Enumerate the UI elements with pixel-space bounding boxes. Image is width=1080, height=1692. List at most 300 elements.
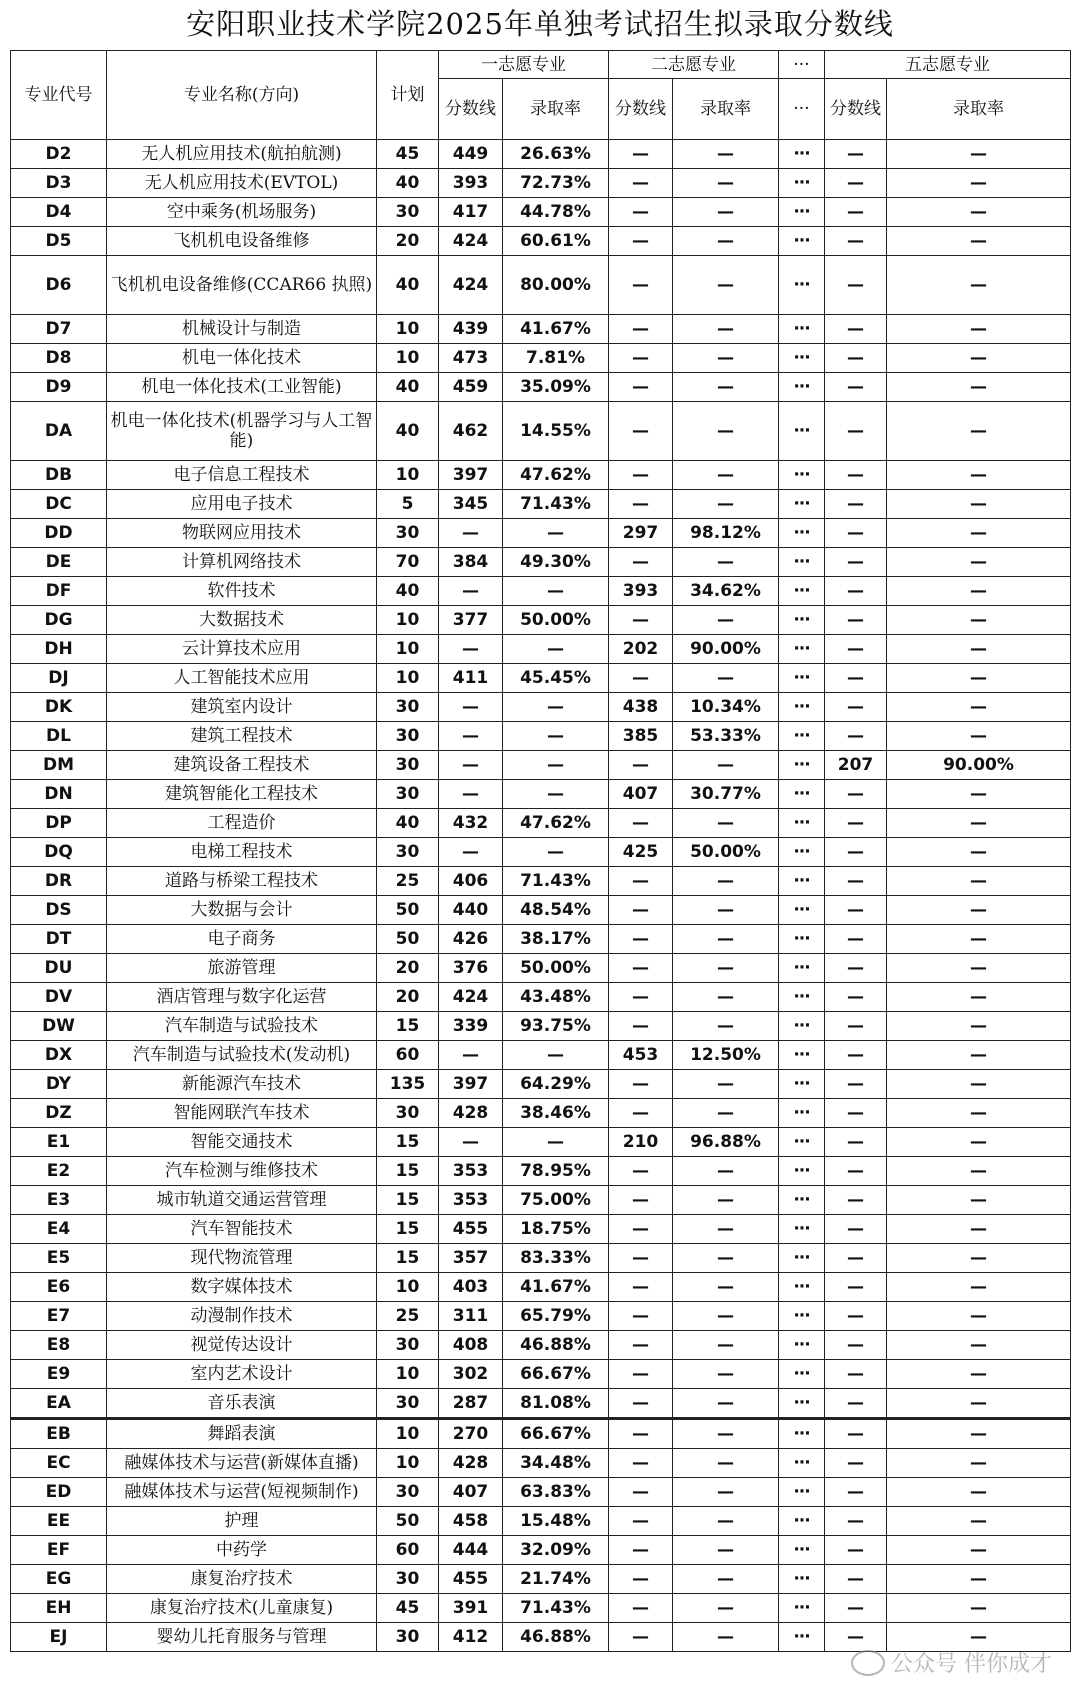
row-score-1: — bbox=[439, 519, 503, 548]
row-rate-1: 63.83% bbox=[503, 1478, 609, 1507]
row-ellipsis: ··· bbox=[779, 490, 825, 519]
row-score-5: — bbox=[825, 1478, 887, 1507]
row-score-5: — bbox=[825, 1041, 887, 1070]
row-score-2: — bbox=[609, 1478, 673, 1507]
row-rate-2: — bbox=[673, 867, 779, 896]
row-name: 工程造价 bbox=[107, 809, 377, 838]
row-ellipsis: ··· bbox=[779, 1273, 825, 1302]
row-ellipsis: ··· bbox=[779, 983, 825, 1012]
row-ellipsis: ··· bbox=[779, 867, 825, 896]
row-code: DE bbox=[11, 548, 107, 577]
row-score-5: — bbox=[825, 635, 887, 664]
header-choice5: 五志愿专业 bbox=[825, 51, 1071, 79]
row-rate-5: — bbox=[887, 954, 1071, 983]
row-name: 电子商务 bbox=[107, 925, 377, 954]
row-rate-5: — bbox=[887, 1536, 1071, 1565]
table-row bbox=[11, 344, 1071, 373]
row-name: 酒店管理与数字化运营 bbox=[107, 983, 377, 1012]
row-name: 道路与桥梁工程技术 bbox=[107, 867, 377, 896]
row-rate-2: — bbox=[673, 1389, 779, 1419]
row-rate-2: — bbox=[673, 1449, 779, 1478]
row-code: D5 bbox=[11, 227, 107, 256]
table-row bbox=[11, 1478, 1071, 1507]
row-plan: 40 bbox=[377, 373, 439, 402]
row-rate-5: — bbox=[887, 722, 1071, 751]
row-score-1: 449 bbox=[439, 140, 503, 169]
row-score-1: — bbox=[439, 1128, 503, 1157]
row-ellipsis: ··· bbox=[779, 1041, 825, 1070]
row-code: DZ bbox=[11, 1099, 107, 1128]
row-score-5: — bbox=[825, 490, 887, 519]
row-plan: 10 bbox=[377, 635, 439, 664]
row-code: DH bbox=[11, 635, 107, 664]
row-score-2: — bbox=[609, 954, 673, 983]
row-score-2: — bbox=[609, 896, 673, 925]
row-rate-5: — bbox=[887, 519, 1071, 548]
row-name: 融媒体技术与运营(新媒体直播) bbox=[107, 1449, 377, 1478]
row-name: 建筑设备工程技术 bbox=[107, 751, 377, 780]
row-rate-5: — bbox=[887, 461, 1071, 490]
row-score-1: 424 bbox=[439, 227, 503, 256]
row-rate-1: 47.62% bbox=[503, 461, 609, 490]
header-rate-5: 录取率 bbox=[887, 79, 1071, 140]
row-rate-5: — bbox=[887, 780, 1071, 809]
row-name: 应用电子技术 bbox=[107, 490, 377, 519]
row-rate-2: — bbox=[673, 169, 779, 198]
row-ellipsis: ··· bbox=[779, 1623, 825, 1652]
row-plan: 30 bbox=[377, 722, 439, 751]
row-score-5: — bbox=[825, 1419, 887, 1449]
row-rate-2: — bbox=[673, 1302, 779, 1331]
row-ellipsis: ··· bbox=[779, 519, 825, 548]
row-rate-5: — bbox=[887, 1273, 1071, 1302]
table-row bbox=[11, 606, 1071, 635]
row-rate-5: — bbox=[887, 1565, 1071, 1594]
row-rate-5: — bbox=[887, 635, 1071, 664]
row-plan: 45 bbox=[377, 1594, 439, 1623]
row-rate-5: — bbox=[887, 1594, 1071, 1623]
row-ellipsis: ··· bbox=[779, 1507, 825, 1536]
row-score-1: 384 bbox=[439, 548, 503, 577]
row-name: 建筑工程技术 bbox=[107, 722, 377, 751]
row-plan: 15 bbox=[377, 1244, 439, 1273]
row-score-2: 438 bbox=[609, 693, 673, 722]
row-rate-2: 50.00% bbox=[673, 838, 779, 867]
row-plan: 30 bbox=[377, 1389, 439, 1419]
row-code: D8 bbox=[11, 344, 107, 373]
table-row bbox=[11, 1128, 1071, 1157]
row-score-5: — bbox=[825, 1360, 887, 1389]
row-score-1: 397 bbox=[439, 461, 503, 490]
row-score-5: — bbox=[825, 838, 887, 867]
row-plan: 25 bbox=[377, 867, 439, 896]
row-rate-2: — bbox=[673, 227, 779, 256]
row-rate-2: — bbox=[673, 461, 779, 490]
row-ellipsis: ··· bbox=[779, 1449, 825, 1478]
row-code: D3 bbox=[11, 169, 107, 198]
row-rate-5: — bbox=[887, 693, 1071, 722]
row-score-5: — bbox=[825, 1449, 887, 1478]
row-plan: 20 bbox=[377, 227, 439, 256]
row-score-5: — bbox=[825, 461, 887, 490]
row-rate-1: 80.00% bbox=[503, 256, 609, 315]
row-score-1: 444 bbox=[439, 1536, 503, 1565]
row-score-2: — bbox=[609, 315, 673, 344]
row-code: D9 bbox=[11, 373, 107, 402]
row-score-2: — bbox=[609, 548, 673, 577]
row-rate-2: — bbox=[673, 140, 779, 169]
row-rate-5: — bbox=[887, 867, 1071, 896]
row-rate-2: — bbox=[673, 1157, 779, 1186]
row-code: DN bbox=[11, 780, 107, 809]
row-ellipsis: ··· bbox=[779, 635, 825, 664]
row-score-2: — bbox=[609, 925, 673, 954]
row-rate-2: — bbox=[673, 373, 779, 402]
row-name: 软件技术 bbox=[107, 577, 377, 606]
row-rate-1: 14.55% bbox=[503, 402, 609, 461]
row-rate-1: 47.62% bbox=[503, 809, 609, 838]
row-code: DR bbox=[11, 867, 107, 896]
row-ellipsis: ··· bbox=[779, 780, 825, 809]
row-score-2: — bbox=[609, 1302, 673, 1331]
header-code: 专业代号 bbox=[11, 51, 107, 140]
row-ellipsis: ··· bbox=[779, 1419, 825, 1449]
row-rate-2: — bbox=[673, 664, 779, 693]
row-plan: 60 bbox=[377, 1536, 439, 1565]
row-rate-2: 53.33% bbox=[673, 722, 779, 751]
row-rate-1: 15.48% bbox=[503, 1507, 609, 1536]
row-plan: 30 bbox=[377, 1331, 439, 1360]
row-score-1: 428 bbox=[439, 1099, 503, 1128]
row-rate-2: 98.12% bbox=[673, 519, 779, 548]
row-code: DM bbox=[11, 751, 107, 780]
row-score-1: — bbox=[439, 635, 503, 664]
row-plan: 5 bbox=[377, 490, 439, 519]
row-plan: 50 bbox=[377, 1507, 439, 1536]
header-choice1: 一志愿专业 bbox=[439, 51, 609, 79]
row-score-5: — bbox=[825, 780, 887, 809]
row-score-2: — bbox=[609, 373, 673, 402]
table-row bbox=[11, 693, 1071, 722]
row-plan: 45 bbox=[377, 140, 439, 169]
row-ellipsis: ··· bbox=[779, 1594, 825, 1623]
row-score-1: 424 bbox=[439, 983, 503, 1012]
row-score-1: 439 bbox=[439, 315, 503, 344]
row-rate-1: 78.95% bbox=[503, 1157, 609, 1186]
row-ellipsis: ··· bbox=[779, 140, 825, 169]
row-plan: 135 bbox=[377, 1070, 439, 1099]
row-name: 人工智能技术应用 bbox=[107, 664, 377, 693]
row-plan: 70 bbox=[377, 548, 439, 577]
row-score-1: 302 bbox=[439, 1360, 503, 1389]
row-code: DW bbox=[11, 1012, 107, 1041]
row-rate-5: — bbox=[887, 1360, 1071, 1389]
row-rate-5: — bbox=[887, 983, 1071, 1012]
row-name: 飞机机电设备维修 bbox=[107, 227, 377, 256]
row-score-1: — bbox=[439, 780, 503, 809]
row-score-5: — bbox=[825, 1099, 887, 1128]
row-score-2: — bbox=[609, 1157, 673, 1186]
row-rate-1: 34.48% bbox=[503, 1449, 609, 1478]
row-score-2: — bbox=[609, 983, 673, 1012]
row-score-5: — bbox=[825, 1215, 887, 1244]
row-rate-5: — bbox=[887, 1099, 1071, 1128]
row-rate-2: — bbox=[673, 1623, 779, 1652]
row-rate-2: 96.88% bbox=[673, 1128, 779, 1157]
row-rate-2: — bbox=[673, 751, 779, 780]
row-score-2: — bbox=[609, 1536, 673, 1565]
table-row bbox=[11, 751, 1071, 780]
row-rate-5: — bbox=[887, 1507, 1071, 1536]
row-score-1: 353 bbox=[439, 1157, 503, 1186]
row-rate-1: 46.88% bbox=[503, 1331, 609, 1360]
row-rate-1: 81.08% bbox=[503, 1389, 609, 1419]
row-score-5: — bbox=[825, 1594, 887, 1623]
row-plan: 15 bbox=[377, 1128, 439, 1157]
row-rate-1: 21.74% bbox=[503, 1565, 609, 1594]
row-name: 物联网应用技术 bbox=[107, 519, 377, 548]
row-score-5: — bbox=[825, 809, 887, 838]
table-body bbox=[11, 140, 1071, 1652]
table-header bbox=[11, 51, 1071, 140]
row-code: ED bbox=[11, 1478, 107, 1507]
row-plan: 30 bbox=[377, 693, 439, 722]
row-code: DB bbox=[11, 461, 107, 490]
header-score-2: 分数线 bbox=[609, 79, 673, 140]
row-ellipsis: ··· bbox=[779, 1012, 825, 1041]
row-plan: 10 bbox=[377, 315, 439, 344]
row-plan: 30 bbox=[377, 198, 439, 227]
row-rate-1: 44.78% bbox=[503, 198, 609, 227]
wechat-icon bbox=[851, 1650, 885, 1676]
row-rate-1: — bbox=[503, 635, 609, 664]
row-code: D6 bbox=[11, 256, 107, 315]
table-row bbox=[11, 983, 1071, 1012]
row-plan: 50 bbox=[377, 925, 439, 954]
row-score-2: — bbox=[609, 1389, 673, 1419]
row-code: DP bbox=[11, 809, 107, 838]
row-score-1: 458 bbox=[439, 1507, 503, 1536]
row-score-5: — bbox=[825, 519, 887, 548]
row-score-2: 385 bbox=[609, 722, 673, 751]
row-score-2: — bbox=[609, 1507, 673, 1536]
row-ellipsis: ··· bbox=[779, 461, 825, 490]
table-row bbox=[11, 519, 1071, 548]
row-code: E3 bbox=[11, 1186, 107, 1215]
row-score-1: 417 bbox=[439, 198, 503, 227]
admission-score-table bbox=[10, 50, 1071, 1652]
row-ellipsis: ··· bbox=[779, 664, 825, 693]
row-ellipsis: ··· bbox=[779, 1302, 825, 1331]
row-rate-2: — bbox=[673, 1215, 779, 1244]
row-name: 婴幼儿托育服务与管理 bbox=[107, 1623, 377, 1652]
row-name: 机电一体化技术(工业智能) bbox=[107, 373, 377, 402]
row-plan: 30 bbox=[377, 519, 439, 548]
row-rate-1: 48.54% bbox=[503, 896, 609, 925]
row-code: DC bbox=[11, 490, 107, 519]
row-rate-5: — bbox=[887, 1389, 1071, 1419]
row-plan: 10 bbox=[377, 1360, 439, 1389]
table-row bbox=[11, 896, 1071, 925]
row-code: DS bbox=[11, 896, 107, 925]
row-rate-1: 72.73% bbox=[503, 169, 609, 198]
row-name: 城市轨道交通运营管理 bbox=[107, 1186, 377, 1215]
row-code: DU bbox=[11, 954, 107, 983]
row-rate-2: — bbox=[673, 1273, 779, 1302]
row-score-5: — bbox=[825, 1565, 887, 1594]
row-rate-1: 60.61% bbox=[503, 227, 609, 256]
row-name: 汽车检测与维修技术 bbox=[107, 1157, 377, 1186]
row-code: E7 bbox=[11, 1302, 107, 1331]
row-plan: 10 bbox=[377, 344, 439, 373]
row-name: 康复治疗技术 bbox=[107, 1565, 377, 1594]
row-score-5: — bbox=[825, 402, 887, 461]
row-rate-2: 34.62% bbox=[673, 577, 779, 606]
row-score-2: — bbox=[609, 1273, 673, 1302]
table-row bbox=[11, 925, 1071, 954]
row-ellipsis: ··· bbox=[779, 198, 825, 227]
row-rate-1: 32.09% bbox=[503, 1536, 609, 1565]
row-rate-1: 18.75% bbox=[503, 1215, 609, 1244]
row-name: 音乐表演 bbox=[107, 1389, 377, 1419]
row-score-5: 207 bbox=[825, 751, 887, 780]
row-score-5: — bbox=[825, 373, 887, 402]
row-ellipsis: ··· bbox=[779, 1536, 825, 1565]
row-name: 电梯工程技术 bbox=[107, 838, 377, 867]
table-row bbox=[11, 635, 1071, 664]
row-rate-5: — bbox=[887, 664, 1071, 693]
row-plan: 20 bbox=[377, 954, 439, 983]
row-code: D7 bbox=[11, 315, 107, 344]
row-ellipsis: ··· bbox=[779, 1186, 825, 1215]
table-row bbox=[11, 838, 1071, 867]
row-ellipsis: ··· bbox=[779, 1565, 825, 1594]
table-row bbox=[11, 461, 1071, 490]
row-rate-2: — bbox=[673, 315, 779, 344]
table-row bbox=[11, 140, 1071, 169]
row-name: 飞机机电设备维修(CCAR66 执照) bbox=[107, 256, 377, 315]
table-row bbox=[11, 227, 1071, 256]
row-score-1: 376 bbox=[439, 954, 503, 983]
row-score-5: — bbox=[825, 925, 887, 954]
row-score-2: 425 bbox=[609, 838, 673, 867]
row-ellipsis: ··· bbox=[779, 751, 825, 780]
row-plan: 30 bbox=[377, 751, 439, 780]
row-score-2: — bbox=[609, 809, 673, 838]
row-rate-2: — bbox=[673, 1419, 779, 1449]
header-score-1: 分数线 bbox=[439, 79, 503, 140]
row-name: 空中乘务(机场服务) bbox=[107, 198, 377, 227]
row-rate-5: — bbox=[887, 1215, 1071, 1244]
row-score-1: 424 bbox=[439, 256, 503, 315]
row-rate-1: 43.48% bbox=[503, 983, 609, 1012]
page-title: 安阳职业技术学院2025年单独考试招生拟录取分数线 bbox=[186, 7, 894, 41]
row-score-1: 455 bbox=[439, 1565, 503, 1594]
row-code: DX bbox=[11, 1041, 107, 1070]
row-plan: 40 bbox=[377, 809, 439, 838]
row-score-2: 297 bbox=[609, 519, 673, 548]
row-code: EE bbox=[11, 1507, 107, 1536]
row-name: 动漫制作技术 bbox=[107, 1302, 377, 1331]
row-plan: 50 bbox=[377, 896, 439, 925]
row-code: E2 bbox=[11, 1157, 107, 1186]
row-score-2: — bbox=[609, 140, 673, 169]
row-score-2: 210 bbox=[609, 1128, 673, 1157]
row-name: 智能交通技术 bbox=[107, 1128, 377, 1157]
row-name: 机电一体化技术 bbox=[107, 344, 377, 373]
row-rate-2: — bbox=[673, 1565, 779, 1594]
row-rate-2: — bbox=[673, 548, 779, 577]
row-rate-1: — bbox=[503, 722, 609, 751]
table-row bbox=[11, 1331, 1071, 1360]
row-plan: 40 bbox=[377, 256, 439, 315]
row-name: 无人机应用技术(EVTOL) bbox=[107, 169, 377, 198]
row-score-1: 357 bbox=[439, 1244, 503, 1273]
row-score-2: — bbox=[609, 1623, 673, 1652]
table-row bbox=[11, 1419, 1071, 1449]
row-ellipsis: ··· bbox=[779, 925, 825, 954]
row-rate-5: — bbox=[887, 1012, 1071, 1041]
row-name: 旅游管理 bbox=[107, 954, 377, 983]
table-row bbox=[11, 664, 1071, 693]
row-plan: 30 bbox=[377, 780, 439, 809]
row-ellipsis: ··· bbox=[779, 954, 825, 983]
row-score-1: — bbox=[439, 838, 503, 867]
row-rate-1: — bbox=[503, 751, 609, 780]
row-rate-1: 71.43% bbox=[503, 867, 609, 896]
row-rate-2: — bbox=[673, 1186, 779, 1215]
row-code: D2 bbox=[11, 140, 107, 169]
row-rate-5: — bbox=[887, 198, 1071, 227]
row-name: 云计算技术应用 bbox=[107, 635, 377, 664]
row-score-5: — bbox=[825, 1507, 887, 1536]
row-score-1: — bbox=[439, 722, 503, 751]
row-score-2: — bbox=[609, 1244, 673, 1273]
row-code: E1 bbox=[11, 1128, 107, 1157]
row-score-5: — bbox=[825, 1186, 887, 1215]
row-rate-5: — bbox=[887, 227, 1071, 256]
row-code: EH bbox=[11, 1594, 107, 1623]
row-name: 舞蹈表演 bbox=[107, 1419, 377, 1449]
row-rate-5: — bbox=[887, 896, 1071, 925]
row-rate-5: — bbox=[887, 1157, 1071, 1186]
row-rate-5: — bbox=[887, 344, 1071, 373]
row-code: EG bbox=[11, 1565, 107, 1594]
row-score-5: — bbox=[825, 140, 887, 169]
row-rate-5: — bbox=[887, 925, 1071, 954]
row-rate-1: 38.46% bbox=[503, 1099, 609, 1128]
row-rate-1: 83.33% bbox=[503, 1244, 609, 1273]
row-rate-2: — bbox=[673, 925, 779, 954]
row-rate-1: 7.81% bbox=[503, 344, 609, 373]
table-row bbox=[11, 315, 1071, 344]
row-score-5: — bbox=[825, 198, 887, 227]
row-rate-5: — bbox=[887, 548, 1071, 577]
row-plan: 60 bbox=[377, 1041, 439, 1070]
row-plan: 15 bbox=[377, 1012, 439, 1041]
row-score-2: — bbox=[609, 1419, 673, 1449]
table-row bbox=[11, 780, 1071, 809]
row-plan: 10 bbox=[377, 461, 439, 490]
row-score-2: — bbox=[609, 1594, 673, 1623]
row-rate-5: — bbox=[887, 1070, 1071, 1099]
row-score-5: — bbox=[825, 896, 887, 925]
row-rate-2: 10.34% bbox=[673, 693, 779, 722]
row-ellipsis: ··· bbox=[779, 402, 825, 461]
row-score-5: — bbox=[825, 227, 887, 256]
row-name: 计算机网络技术 bbox=[107, 548, 377, 577]
row-rate-5: — bbox=[887, 1623, 1071, 1652]
